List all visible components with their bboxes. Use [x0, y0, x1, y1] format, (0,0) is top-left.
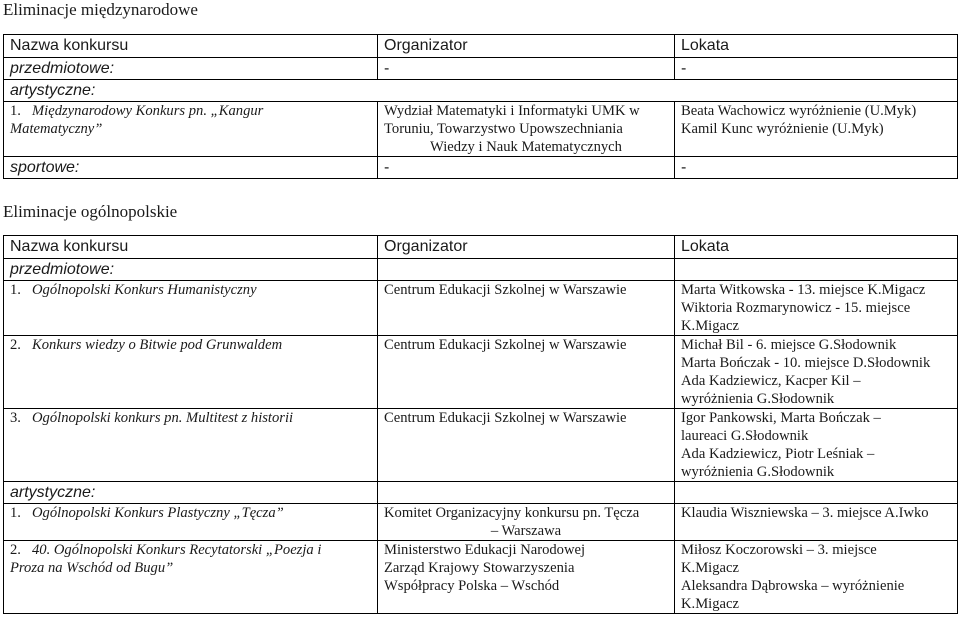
rank-line: Marta Bończak - 10. miejsce D.Słodownik — [681, 355, 931, 371]
organizer-line: Wiedzy i Nauk Matematycznych — [430, 139, 622, 155]
contest-name: Matematyczny” — [10, 121, 103, 137]
table-row — [4, 541, 958, 614]
national-table — [3, 235, 958, 614]
organizer-line: Ministerstwo Edukacji Narodowej — [384, 542, 586, 558]
col-header-organizer: Organizator — [378, 236, 675, 259]
table-header — [4, 35, 958, 58]
rank-line: wyróżnienia G.Słodownik — [681, 391, 835, 407]
contest-name-cell — [4, 336, 378, 409]
organizer-cell — [378, 336, 675, 409]
organizer-cell — [378, 281, 675, 336]
contest-name-cell — [4, 102, 378, 157]
organizer-cell — [378, 102, 675, 157]
row-number: 1. — [10, 103, 21, 119]
col-header-organizer: Organizator — [378, 35, 675, 58]
row-number: 2. — [10, 542, 21, 558]
category-label: przedmiotowe: — [4, 58, 378, 80]
category-row — [4, 58, 958, 80]
rank-line: Ada Kadziewicz, Kacper Kil – — [681, 373, 861, 389]
rank-line: Michał Bil - 6. miejsce G.Słodownik — [681, 337, 897, 353]
table-row — [4, 281, 958, 336]
organizer-cell — [378, 541, 675, 614]
rank-cell — [675, 409, 958, 482]
table-header — [4, 236, 958, 259]
category-row — [4, 482, 958, 504]
category-label: artystyczne: — [4, 482, 378, 504]
organizer-cell: - — [378, 58, 675, 80]
rank-cell: - — [675, 157, 958, 179]
organizer-line: Współpracy Polska – Wschód — [384, 578, 560, 594]
organizer-line: Centrum Edukacji Szkolnej w Warszawie — [384, 337, 627, 353]
row-number: 3. — [10, 410, 21, 426]
row-number: 1. — [10, 505, 21, 521]
category-row — [4, 259, 958, 281]
organizer-line: Zarząd Krajowy Stowarzyszenia — [384, 560, 575, 576]
organizer-line: – Warszawa — [490, 523, 562, 539]
category-row — [4, 80, 958, 102]
contest-name-cell — [4, 409, 378, 482]
table-row — [4, 504, 958, 541]
category-row — [4, 157, 958, 179]
rank-line: laureaci G.Słodownik — [681, 428, 809, 444]
organizer-line: Toruniu, Towarzystwo Upowszechniania — [384, 121, 623, 137]
rank-line: Aleksandra Dąbrowska – wyróżnienie — [681, 578, 905, 594]
rank-line: K.Migacz — [681, 318, 739, 334]
contest-name: 40. Ogólnopolski Konkurs Recytatorski „Poezja i — [32, 542, 322, 558]
category-label: sportowe: — [4, 157, 378, 179]
rank-line: Beata Wachowicz wyróżnienie (U.Myk) — [681, 103, 917, 119]
table-row — [4, 336, 958, 409]
contest-name: Multitest z historii — [186, 410, 294, 426]
rank-cell — [675, 541, 958, 614]
organizer-cell: - — [378, 157, 675, 179]
row-number: 1. — [10, 282, 21, 298]
rank-cell — [675, 102, 958, 157]
contest-name-cell — [4, 281, 378, 336]
col-header-name: Nazwa konkursu — [4, 236, 378, 259]
rank-line: Kamil Kunc wyróżnienie (U.Myk) — [681, 121, 884, 137]
col-header-name: Nazwa konkursu — [4, 35, 378, 58]
rank-line: Wiktoria Rozmarynowicz - 15. miejsce — [681, 300, 911, 316]
section-title-national: Eliminacje ogólnopolskie — [3, 202, 178, 221]
contest-name: Ogólnopolski Konkurs Humanistyczny — [32, 282, 257, 298]
organizer-line: Komitet Organizacyjny konkursu pn. Tęcza — [384, 505, 640, 521]
col-header-rank: Lokata — [675, 236, 958, 259]
table-row — [4, 102, 958, 157]
contest-name: Ogólnopolski Konkurs Plastyczny „Tęcza” — [32, 505, 284, 521]
section-title-international: Eliminacje międzynarodowe — [3, 0, 198, 19]
rank-cell — [675, 336, 958, 409]
rank-line: K.Migacz — [681, 560, 739, 576]
international-table — [3, 34, 958, 179]
rank-line: Klaudia Wiszniewska – 3. miejsce A.Iwko — [681, 505, 929, 521]
organizer-cell — [378, 504, 675, 541]
contest-name-cell — [4, 541, 378, 614]
rank-line: wyróżnienia G.Słodownik — [681, 464, 835, 480]
organizer-cell — [378, 409, 675, 482]
organizer-line: Wydział Matematyki i Informatyki UMK w — [384, 103, 640, 119]
row-number: 2. — [10, 337, 21, 353]
rank-line: Igor Pankowski, Marta Bończak – — [681, 410, 881, 426]
rank-cell: - — [675, 58, 958, 80]
col-header-rank: Lokata — [675, 35, 958, 58]
rank-line: Miłosz Koczorowski – 3. miejsce — [681, 542, 877, 558]
contest-name-cell — [4, 504, 378, 541]
organizer-line: Centrum Edukacji Szkolnej w Warszawie — [384, 282, 627, 298]
rank-cell — [675, 281, 958, 336]
rank-line: Ada Kadziewicz, Piotr Leśniak – — [681, 446, 875, 462]
category-label: artystyczne: — [4, 80, 958, 102]
category-label: przedmiotowe: — [4, 259, 378, 281]
contest-name: Międzynarodowy Konkurs pn. „Kangur — [32, 103, 264, 119]
rank-cell — [675, 504, 958, 541]
contest-name: Ogólnopolski konkurs pn. — [32, 410, 183, 426]
contest-name: Konkurs wiedzy o Bitwie pod Grunwaldem — [32, 337, 283, 353]
rank-line: K.Migacz — [681, 596, 739, 612]
organizer-line: Centrum Edukacji Szkolnej w Warszawie — [384, 410, 627, 426]
contest-name: Proza na Wschód od Bugu” — [10, 560, 174, 576]
table-row — [4, 409, 958, 482]
rank-line: Marta Witkowska - 13. miejsce K.Migacz — [681, 282, 926, 298]
